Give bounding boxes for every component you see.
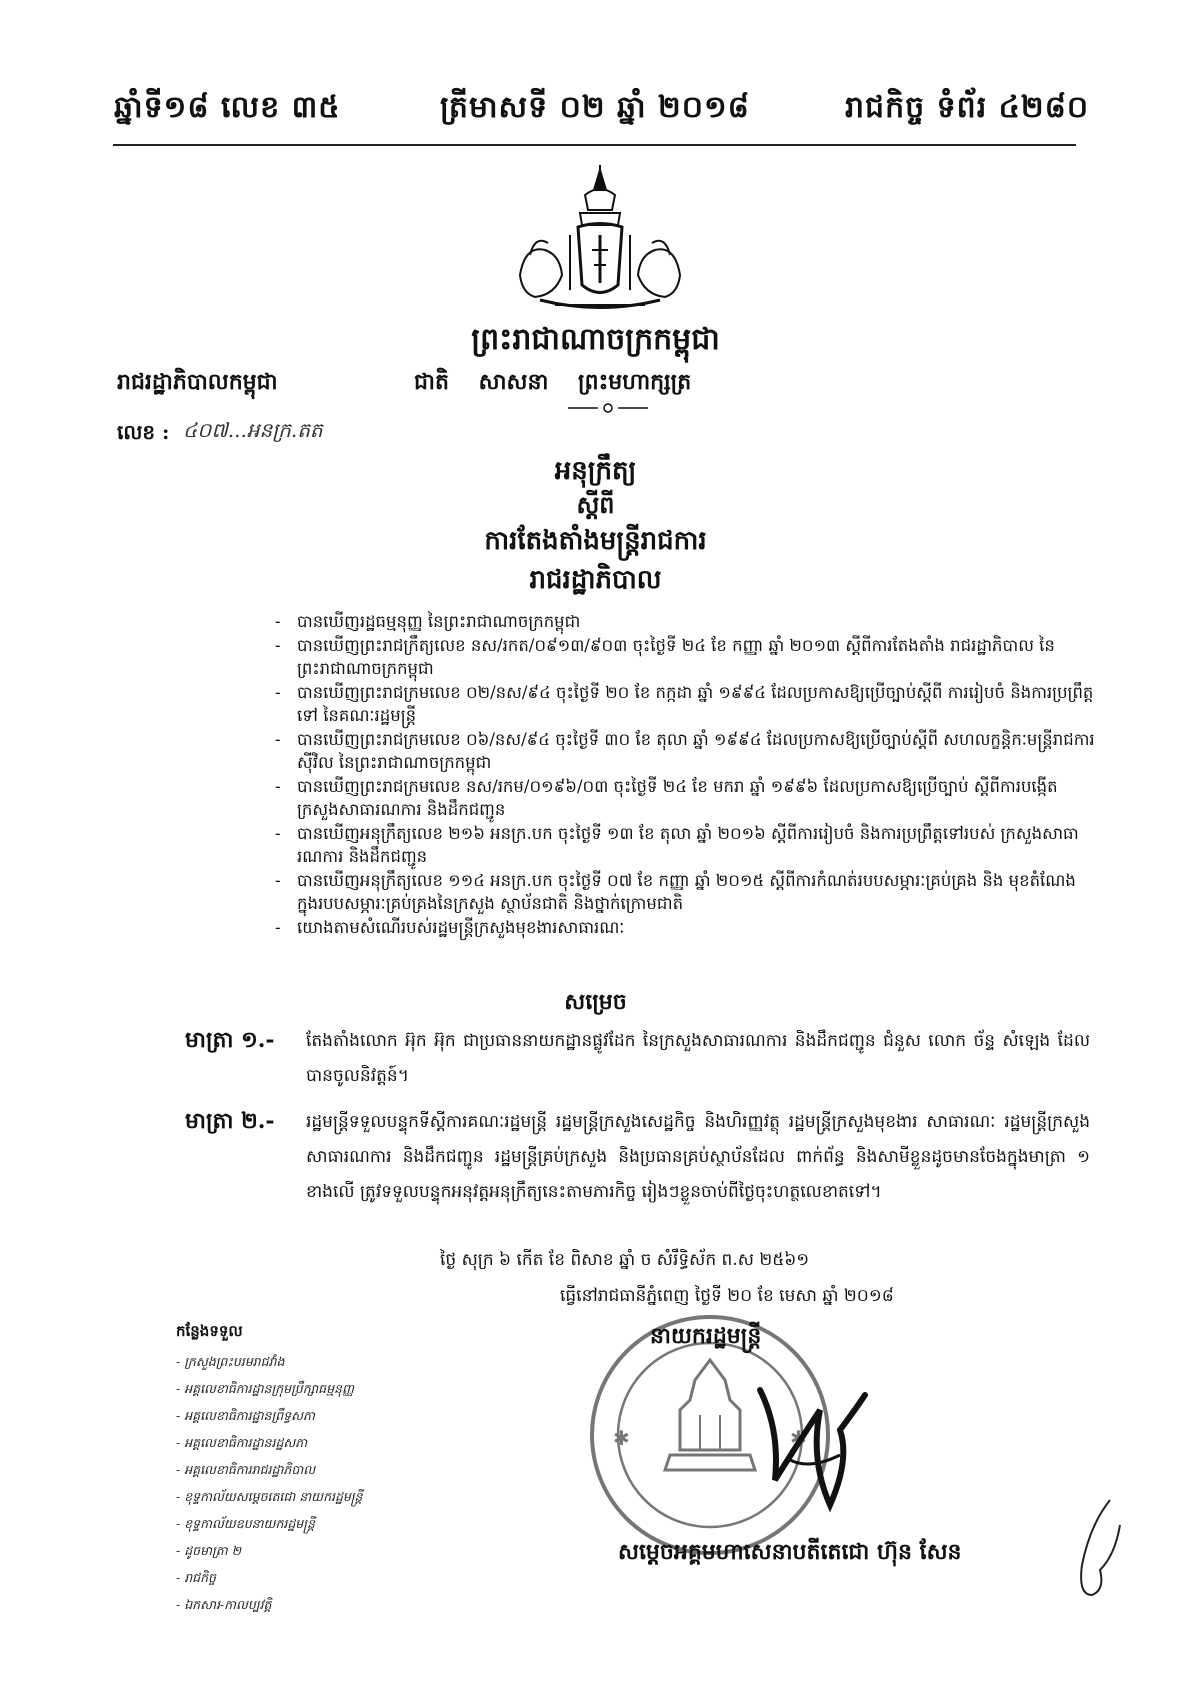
document-subject: ការតែងតាំងមន្ត្រីរាជការ xyxy=(484,526,707,556)
recipient-item: - ខុទ្ទកាល័យឧបនាយករដ្ឋមន្ត្រី xyxy=(176,1510,363,1537)
government-name: រាជរដ្ឋាភិបាលកម្ពុជា xyxy=(117,369,278,395)
decision-heading: សម្រេច xyxy=(564,989,627,1015)
recipient-item: - ខុទ្ទកាល័យសម្តេចតេជោ នាយករដ្ឋមន្ត្រី xyxy=(176,1483,363,1510)
legal-basis-item: - បានឃើញព្រះរាជក្រមលេខ ០៦/នស/៩៤ ចុះថ្ងៃទី ៣០ ខែ តុលា ឆ្នាំ ១៩៩៤ ដែលប្រកាសឱ្យប្រើច្បាប់ស្តីពី សហលក្ខន្តិកៈមន្ត្រីរាជការស៊ីវិល នៃព្រះរាជាណាចក្រកម្ពុជា xyxy=(275,728,1095,775)
gazette-page-number: រាជកិច្ច ទំព័រ ៤២៨០ xyxy=(845,90,1090,125)
lunar-date: ថ្ងៃ សុក្រ ៦ កើត ខែ ពិសាខ ឆ្នាំ ច សំរឹទ្ធិស័ក ព.ស ២៥៦១ xyxy=(440,1250,810,1270)
recipient-item: - ឯកសារ-កាលប្បវត្តិ xyxy=(176,1591,363,1618)
document-number: ៤០៧...អនក្រ.តត xyxy=(183,418,323,442)
gazette-year-issue: ឆ្នាំទី១៨ លេខ ៣៥ xyxy=(114,90,341,125)
document-type: អនុក្រឹត្យ xyxy=(554,456,637,486)
legal-basis-item: - បានឃើញអនុក្រឹត្យលេខ ២១៦ អនក្រ.បក ចុះថ្ងៃទី ១៣ ខែ តុលា ឆ្នាំ ២០១៦ ស្តីពីការរៀបចំ និងការប្រព្រឹត្តទៅរបស់ ក្រសួងសាធារណការ និងដឹកជញ្ជូន xyxy=(275,822,1095,869)
legal-basis-item: - បានឃើញរដ្ឋធម្មនុញ្ញ នៃព្រះរាជាណាចក្រកម្ពុជា xyxy=(275,610,1095,634)
issuing-authority: រាជរដ្ឋាភិបាល xyxy=(529,565,662,595)
legal-basis-item: - យោងតាមសំណើរបស់រដ្ឋមន្ត្រីក្រសួងមុខងារសាធារណៈ xyxy=(275,916,1095,940)
legal-basis-item: - បានឃើញព្រះរាជក្រមលេខ ០២/នស/៩៤ ចុះថ្ងៃទី ២០ ខែ កក្កដា ឆ្នាំ ១៩៩៤ ដែលប្រកាសឱ្យប្រើច្បាប់ស្តីពី ការរៀបចំ និងការប្រព្រឹត្តទៅ នៃគណៈរដ្ឋមន្ត្រី xyxy=(275,681,1095,728)
article-1-text: តែងតាំងលោក អ៊ុក អ៊ុក ជាប្រធាននាយកដ្ឋានផ្លូវដែក នៃក្រសួងសាធារណការ និងដឹកជញ្ជូន ជំនួស លោក ច័ន្ទ សំឡេង ដែលបានចូលនិវត្តន៍។ xyxy=(306,1031,1090,1086)
legal-basis-item: - បានឃើញព្រះរាជក្រមលេខ នស/រកម/០១៩៦/០៣ ចុះថ្ងៃទី ២៤ ខែ មករា ឆ្នាំ ១៩៩៦ ដែលប្រកាសឱ្យប្រើច្បាប់ ស្តីពីការបង្កើតក្រសួងសាធារណការ និងដឹកជញ្ជូន xyxy=(275,775,1095,822)
header-divider xyxy=(113,144,1076,146)
recipient-item: - អគ្គលេខាធិការរាជរដ្ឋាភិបាល xyxy=(176,1456,363,1483)
recipient-item: - ក្រសួងព្រះបរមរាជវាំង xyxy=(176,1348,363,1375)
national-motto: ជាតិ សាសនា ព្រះមហាក្សត្រ xyxy=(414,369,692,395)
recipient-item: - អគ្គលេខាធិការដ្ឋានក្រុមប្រឹក្សាធម្មនុញ្ញ xyxy=(176,1375,363,1402)
document-about: ស្តីពី xyxy=(576,490,615,519)
royal-coat-of-arms-icon xyxy=(500,165,700,315)
initial-mark-icon xyxy=(1070,1495,1130,1605)
signature-icon xyxy=(740,1370,880,1520)
document-number-label: លេខ : xyxy=(117,420,170,444)
recipients-heading: កន្លែងទទួល xyxy=(176,1322,243,1340)
legal-basis-item: - បានឃើញអនុក្រឹត្យលេខ ១១៤ អនក្រ.បក ចុះថ្ងៃទី ០៧ ខែ កញ្ញា ឆ្នាំ ២០១៥ ស្តីពីការកំណត់របបសម្ភារៈគ្រប់គ្រង និង មុខតំណែងក្នុងរបបសម្ភារៈគ្រប់គ្រងនៃក្រសួង ស្ថាប័នជាតិ និងថ្នាក់ក្រោមជាតិ xyxy=(275,869,1095,916)
article-2-label: មាត្រា ២.- xyxy=(185,1108,275,1134)
motto-ornament-icon xyxy=(568,403,648,413)
legal-basis-list xyxy=(275,610,1095,939)
gazette-quarter: ត្រីមាសទី ០២ ឆ្នាំ ២០១៨ xyxy=(440,90,750,125)
recipients-list xyxy=(176,1348,363,1618)
recipient-item: - ដូចមាត្រា ២ xyxy=(176,1537,363,1564)
svg-text:✱: ✱ xyxy=(613,1426,630,1450)
signer-name: សម្តេចអគ្គមហាសេនាបតីតេជោ ហ៊ុន សែន xyxy=(618,1539,962,1565)
prime-minister-title: នាយករដ្ឋមន្ត្រី xyxy=(650,1323,762,1349)
kingdom-title: ព្រះរាជាណាចក្រកម្ពុជា xyxy=(471,322,720,357)
article-1-label: មាត្រា ១.- xyxy=(185,1027,275,1053)
svg-text:✱: ✱ xyxy=(790,1426,807,1450)
legal-basis-item: - បានឃើញព្រះរាជក្រឹត្យលេខ នស/រកត/០៩១៣/៩០៣ ចុះថ្ងៃទី ២៤ ខែ កញ្ញា ឆ្នាំ ២០១៣ ស្តីពីការតែងតាំង រាជរដ្ឋាភិបាល នៃព្រះរាជាណាចក្រកម្ពុជា xyxy=(275,634,1095,681)
recipient-item: - រាជកិច្ច xyxy=(176,1564,363,1591)
recipient-item: - អគ្គលេខាធិការដ្ឋានព្រឹទ្ធសភា xyxy=(176,1402,363,1429)
recipient-item: - អគ្គលេខាធិការដ្ឋានរដ្ឋសភា xyxy=(176,1429,363,1456)
issue-place-date: ធ្វើនៅរាជធានីភ្នំពេញ ថ្ងៃទី ២០ ខែ មេសា ឆ្នាំ ២០១៨ xyxy=(560,1286,894,1306)
article-2-text: រដ្ឋមន្ត្រីទទួលបន្ទុកទីស្តីការគណៈរដ្ឋមន្ត្រី រដ្ឋមន្ត្រីក្រសួងសេដ្ឋកិច្ច និងហិរញ្ញវត្ថុ រដ្ឋមន្ត្រីក្រសួងមុខងារ សាធារណៈ រដ្ឋមន្ត្រីក្រសួងសាធារណការ និងដឹកជញ្ជូន រដ្ឋមន្ត្រីគ្រប់ក្រសួង និងប្រធានគ្រប់ស្ថាប័នដែល ពាក់ព័ន្ធ និងសាមីខ្លួនដូចមានចែងក្នុងមាត្រា ១ ខាងលើ ត្រូវទទួលបន្ទុកអនុវត្តអនុក្រឹត្យនេះតាមភារកិច្ច រៀងៗខ្លួនចាប់ពីថ្ងៃចុះហត្ថលេខាតទៅ។ xyxy=(306,1112,1090,1202)
